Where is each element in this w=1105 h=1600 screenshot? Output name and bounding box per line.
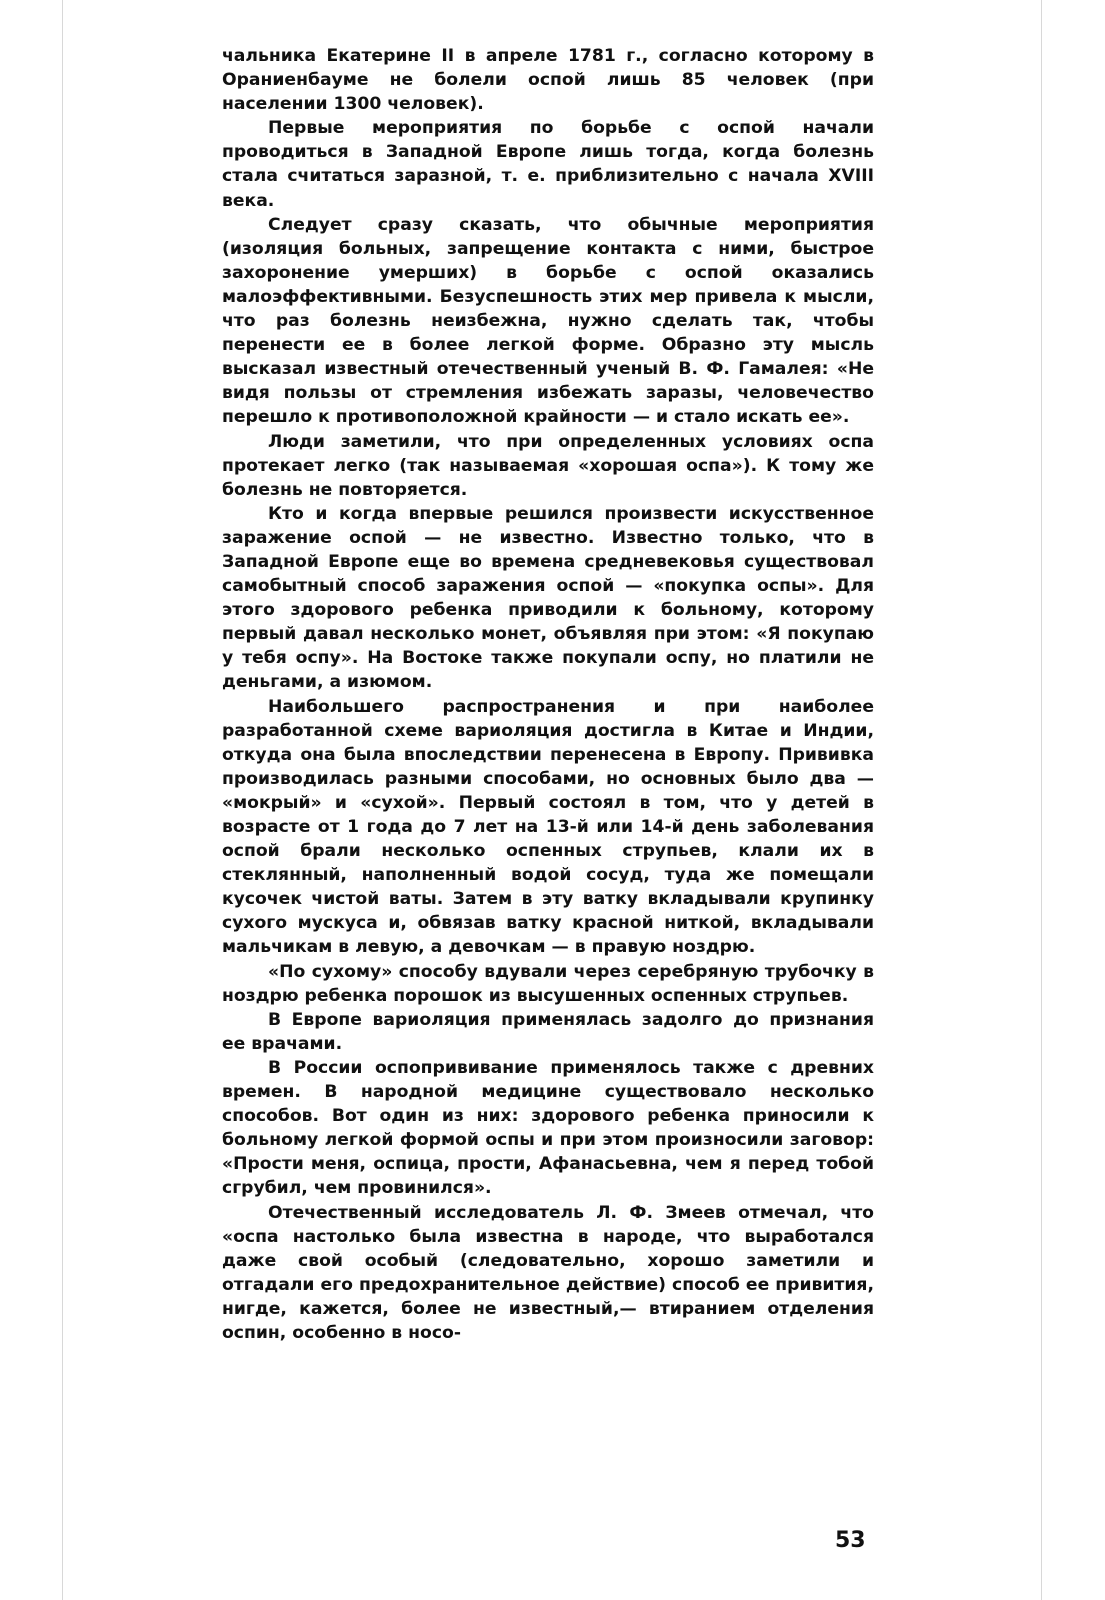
paragraph: Первые мероприятия по борьбе с оспой начали проводиться в Западной Европе лишь тогда, когда болезнь стала считаться заразной, т. е. приблизительно с начала XVIII века. — [222, 118, 874, 211]
paragraph: «По сухому» способу вдували через серебряную трубочку в ноздрю ребенка порошок из высушенных оспенных струпьев. — [222, 961, 874, 1006]
paragraph: Наибольшего распространения и при наиболее разработанной схеме вариоляция достигла в Китае и Индии, откуда она была впоследствии перенесена в Европу. Прививка производилась разными способами, но основных было два — «мокрый» и «сухой». Первый состоял в том, что у детей в возрасте от 1 года до 7 лет на 13-й или 14-й день заболевания оспой брали несколько оспенных струпьев, клали их в стеклянный, наполненный водой сосуд, туда же помещали кусочек чистой ваты. Затем в эту ватку вкладывали крупинку сухого мускуса и, обвязав ватку красной ниткой, вкладывали мальчикам в левую, а девочкам — в правую ноздрю. — [222, 696, 874, 958]
paragraph-continuation: чальника Екатерине II в апреле 1781 г., согласно которому в Ораниенбауме не болели оспой лишь 85 человек (при населении 1300 человек). — [222, 46, 874, 115]
paragraph: Следует сразу сказать, что обычные мероприятия (изоляция больных, запрещение контакта с ними, быстрое захоронение умерших) в борьбе с оспой оказались малоэффективными. Безуспешность этих мер привела к мысли, что раз болезнь неизбежна, нужно сделать так, чтобы перенести ее в более легкой форме. Образно эту мысль высказал известный отечественный ученый В. Ф. Гамалея: «Не видя пользы от стремления избежать заразы, человечество перешло к противоположной крайности — и стало искать ее». — [222, 214, 874, 428]
paragraph: Отечественный исследователь Л. Ф. Змеев отмечал, что «оспа настолько была известна в народе, что выработался даже свой особый (следовательно, хорошо заметили и отгадали его предохранительное действие) способ ее привития, нигде, кажется, более не известный,— втиранием отделения оспин, особенно в носо- — [222, 1202, 874, 1343]
body-text — [222, 44, 874, 1345]
paragraph: В России оспопрививание применялось также с древних времен. В народной медицине существовало несколько способов. Вот один из них: здорового ребенка приносили к больному легкой формой оспы и при этом произносили заговор: «Прости меня, оспица, прости, Афанасьевна, чем я перед тобой сгрубил, чем провинился». — [222, 1057, 874, 1199]
left-page-edge — [62, 0, 63, 1600]
page-number: 53 — [835, 1528, 866, 1553]
right-page-edge — [1041, 0, 1042, 1600]
paragraph: Люди заметили, что при определенных условиях оспа протекает легко (так называемая «хорошая оспа»). К тому же болезнь не повторяется. — [222, 431, 874, 500]
paragraph: В Европе вариоляция применялась задолго до признания ее врачами. — [222, 1009, 874, 1054]
paragraph: Кто и когда впервые решился произвести искусственное заражение оспой — не известно. Известно только, что в Западной Европе еще во времена средневековья существовал самобытный способ заражения оспой — «покупка оспы». Для этого здорового ребенка приводили к больному, которому первый давал несколько монет, объявляя при этом: «Я покупаю у тебя оспу». На Востоке также покупали оспу, но платили не деньгами, а изюмом. — [222, 503, 874, 693]
